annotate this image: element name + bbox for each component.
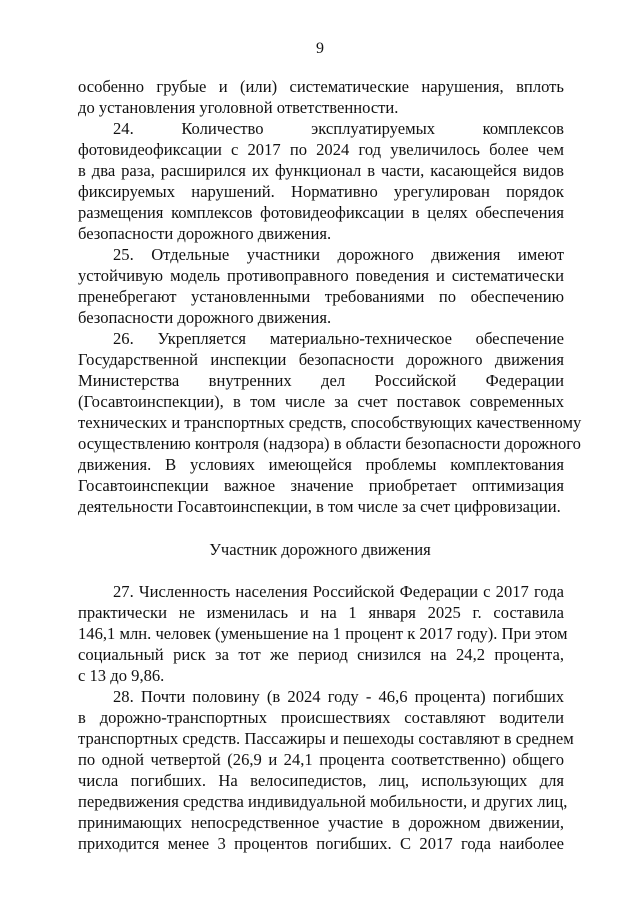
text-line: устойчивую модель противоправного поведения и систематически bbox=[78, 266, 564, 285]
paragraph-25-first-line: 25. Отдельные участники дорожного движения имеют bbox=[113, 245, 564, 264]
paragraph-26-first-line: 26. Укрепляется материально-техническое обеспечение bbox=[113, 329, 564, 348]
text-line: безопасности дорожного движения. bbox=[78, 224, 332, 243]
text-line: Госавтоинспекции важное значение приобретает оптимизация bbox=[78, 476, 564, 495]
text-line: в дорожно-транспортных происшествиях составляют водители bbox=[78, 708, 564, 727]
text-line: с 13 до 9,86. bbox=[78, 666, 165, 685]
text-line: социальный риск за тот же период снизился на 24,2 процента, bbox=[78, 645, 564, 664]
text-line: безопасности дорожного движения. bbox=[78, 308, 332, 327]
text-line: (Госавтоинспекции), в том числе за счет поставок современных bbox=[78, 392, 564, 411]
text-line: передвижения средства индивидуальной мобильности, и других лиц, bbox=[78, 792, 568, 811]
text-line: транспортных средств. Пассажиры и пешеходы составляют в среднем bbox=[78, 729, 574, 748]
paragraph-24-first-line: 24. Количество эксплуатируемых комплексов bbox=[113, 119, 564, 138]
text-line: осуществлению контроля (надзора) в области безопасности дорожного bbox=[78, 434, 581, 453]
text-line: по одной четвертой (26,9 и 24,1 процента соответственно) общего bbox=[78, 750, 564, 769]
text-line: в два раза, расширился их функционал в части, касающейся видов bbox=[78, 161, 564, 180]
paragraph-27-first-line: 27. Численность населения Российской Федерации с 2017 года bbox=[113, 582, 564, 601]
text-line: до установления уголовной ответственности. bbox=[78, 98, 399, 117]
text-line: фотовидеофиксации с 2017 по 2024 год увеличилось более чем bbox=[78, 140, 564, 159]
text-line: движения. В условиях имеющейся проблемы комплектования bbox=[78, 455, 564, 474]
text-line: деятельности Госавтоинспекции, в том числе за счет цифровизации. bbox=[78, 497, 561, 516]
text-line: пренебрегают установленными требованиями по обеспечению bbox=[78, 287, 564, 306]
text-line: Министерства внутренних дел Российской Федерации bbox=[78, 371, 564, 390]
text-line: особенно грубые и (или) систематические нарушения, вплоть bbox=[78, 77, 564, 96]
page-number: 9 bbox=[316, 40, 324, 57]
text-line: 146,1 млн. человек (уменьшение на 1 процент к 2017 году). При этом bbox=[78, 624, 568, 643]
text-line: числа погибших. На велосипедистов, лиц, использующих для bbox=[78, 771, 564, 790]
section-heading: Участник дорожного движения bbox=[209, 540, 431, 559]
text-line: Государственной инспекции безопасности дорожного движения bbox=[78, 350, 564, 369]
text-line: фиксируемых нарушений. Нормативно урегулирован порядок bbox=[78, 182, 564, 201]
text-line: принимающих непосредственное участие в дорожном движении, bbox=[78, 813, 564, 832]
text-line: практически не изменилась и на 1 января 2025 г. составила bbox=[78, 603, 564, 622]
text-line: технических и транспортных средств, способствующих качественному bbox=[78, 413, 582, 432]
paragraph-28-first-line: 28. Почти половину (в 2024 году - 46,6 процента) погибших bbox=[113, 687, 564, 706]
text-line: приходится менее 3 процентов погибших. С 2017 года наиболее bbox=[78, 834, 564, 853]
text-line: размещения комплексов фотовидеофиксации в целях обеспечения bbox=[78, 203, 564, 222]
